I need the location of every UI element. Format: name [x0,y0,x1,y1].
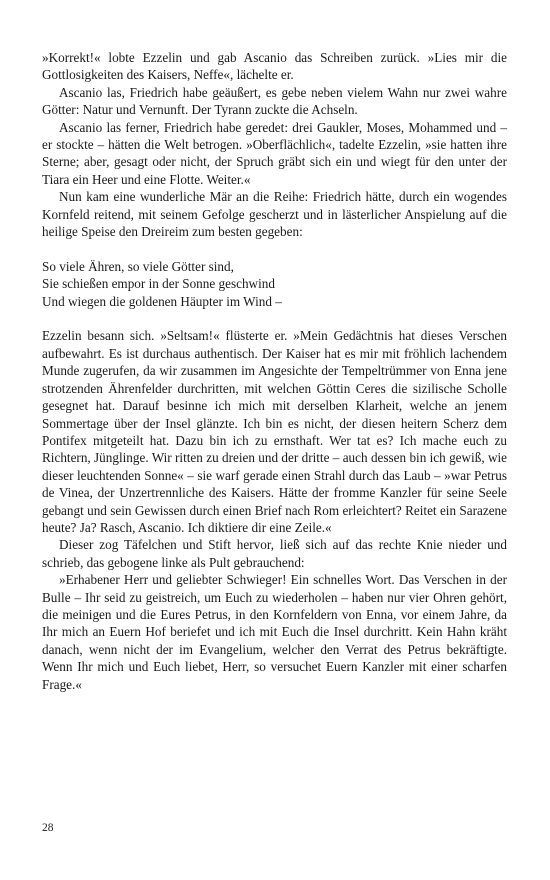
verse-block [42,258,507,310]
paragraph-taefelchen: Dieser zog Täfelchen und Stift hervor, ließ sich auf das rechte Knie nieder und schrieb, das gebogene linke als Pult gebrauchend: [42,537,507,570]
paragraph-maer: Nun kam eine wunderliche Mär an die Reihe: Friedrich hätte, durch ein wogendes Kornfeld reitend, mit seinem Gefolge gescherzt und in lästerlicher Anspielung auf die heilige Speise den Dreireim zum besten gegeben: [42,189,507,240]
paragraph-ascanio-ferner: Ascanio las ferner, Friedrich habe geredet: drei Gaukler, Moses, Mohammed und – er stockte – hätten die Welt betrogen. »Oberflächlich«, tadelte Ezzelin, »sie hatten ihre Sterne; aber, gesagt oder nicht, der Spruch gräbt sich ein und wiegt für den unter der Tiara ein Heer und eine Flotte. Weiter.« [42,119,507,187]
book-page [42,49,507,693]
paragraph-ezzelin-besann: Ezzelin besann sich. »Seltsam!« flüsterte er. »Mein Gedächtnis hat dieses Verschen aufbewahrt. Es ist durchaus authentisch. Der Kaiser hat es mir mit fröhlich lachendem Munde zugerufen, da wir zusammen im Angesichte der Tempeltrümmer von Enna jene strotzenden Ährenfelder durchritten, mit welchen Göttin Ceres die sizilische Scholle gesegnet hat. Darauf besinne ich mich mit derselben Klarheit, welche an jenem Sommertage über der Insel glänzte. Ich bin es nicht, der diesen heitern Scherz dem Pontifex mitgeteilt hat. Dazu bin ich zu ernsthaft. Wer tat es? Ich mache euch zu Richtern, Jünglinge. Wir ritten zu dreien und der dritte – auch dessen bin ich gewiß, wie dieser leuchtenden Sonne« – sie warf gerade einen Strahl durch das Laub – »war Petrus de Vinea, der Unzertrennliche des Kaisers. Hätte der fromme Kanzler für seine Seele gebangt und sein Gewissen durch einen Brief nach Rom erleichtert? Reitet ein Sarazene heute? Ja? Rasch, Ascanio. Ich diktiere dir eine Zeile.« [42,328,507,535]
paragraph-letter: »Erhabener Herr und geliebter Schwieger! Ein schnelles Wort. Das Verschen in der Bulle – Ihr seid zu geistreich, um Euch zu wiederholen – haben nur vier Ohren gehört, die meinigen und die Eures Petrus, in den Kornfeldern von Enna, vor einem Jahre, da Ihr mich an Euern Hof beriefet und ich mit Euch die Insel durchritt. Kein Hahn kräht danach, wenn nicht der im Evangelium, welcher den Verrat des Petrus bekräftigte. Wenn Ihr mich und Euch liebet, Herr, so versuchet Euern Kanzler mit einer scharfen Frage.« [42,572,507,692]
verse-line-1: So viele Ähren, so viele Götter sind, [42,258,234,274]
verse-line-3: Und wiegen die goldenen Häupter im Wind – [42,293,282,309]
page-number: 28 [42,822,54,834]
verse-line-2: Sie schießen empor in der Sonne geschwind [42,276,275,292]
paragraph-ascanio-las: Ascanio las, Friedrich habe geäußert, es gebe neben vielem Wahn nur zwei wahre Götter: Natur und Vernunft. Der Tyrann zuckte die Achseln. [42,84,507,118]
paragraph-korrekt: »Korrekt!« lobte Ezzelin und gab Ascanio das Schreiben zurück. »Lies mir die Gottlosigkeiten des Kaisers, Neffe«, lächelte er. [42,50,507,83]
